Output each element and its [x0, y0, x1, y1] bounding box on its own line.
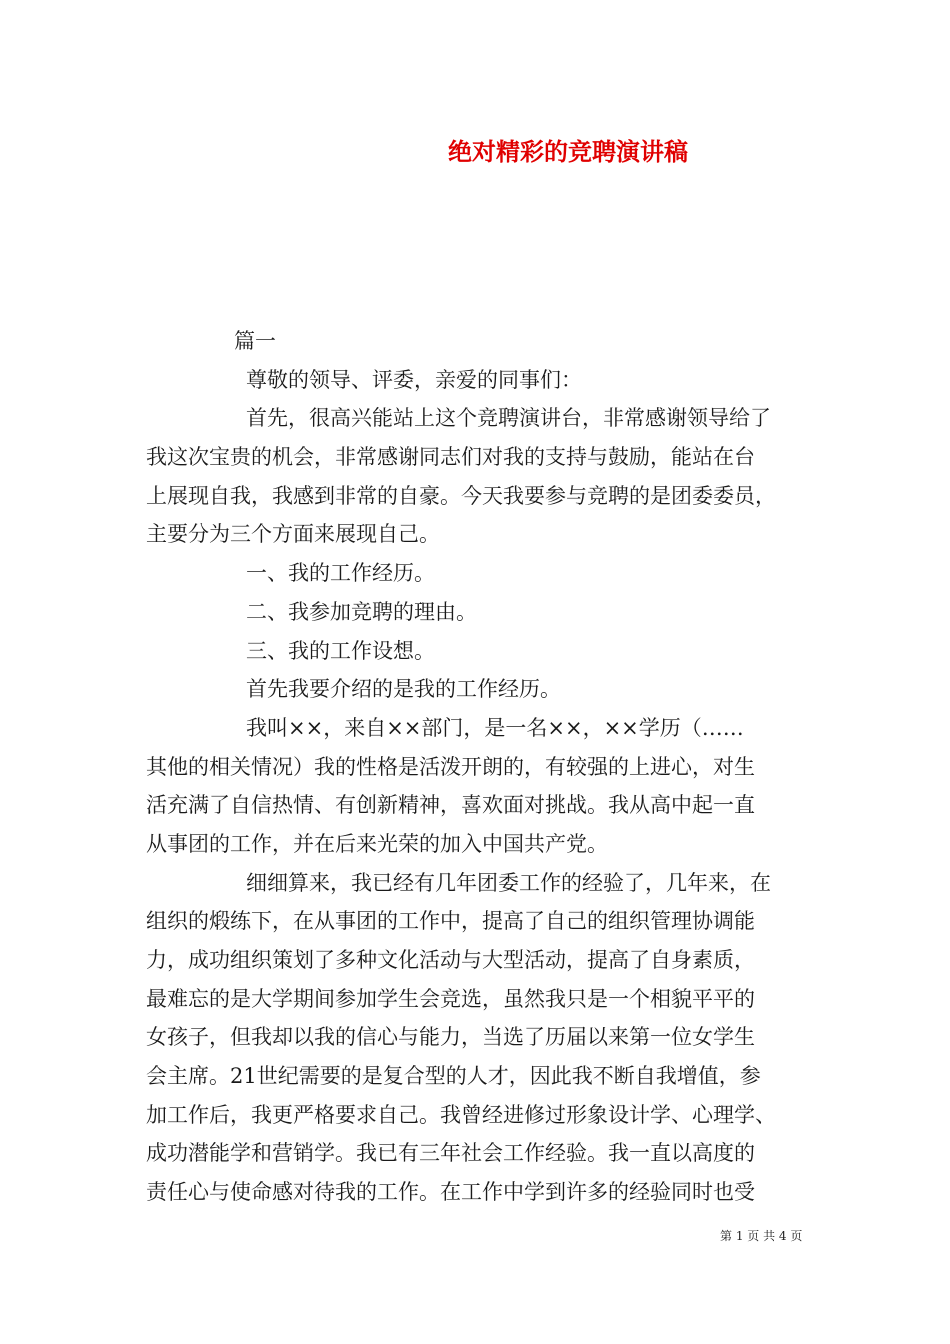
paragraph-line: 首先我要介绍的是我的工作经历。 — [246, 677, 561, 702]
paragraph-line: 力，成功组织策划了多种文化活动与大型活动，提高了自身素质， — [146, 948, 755, 972]
paragraph-line: 上展现自我，我感到非常的自豪。今天我要参与竞聘的是团委委员， — [146, 483, 776, 508]
section-label: 篇一 — [234, 329, 276, 353]
paragraph-line: 责任心与使命感对待我的工作。在工作中学到许多的经验同时也受 — [146, 1180, 755, 1205]
list-item: 一、我的工作经历。 — [246, 561, 435, 586]
paragraph — [146, 670, 808, 709]
paragraph — [146, 864, 808, 1212]
paragraph — [146, 593, 808, 632]
page-title: 绝对精彩的竞聘演讲稿 — [448, 137, 688, 166]
paragraph-line: 从事团的工作，并在后来光荣的加入中国共产党。 — [146, 831, 608, 856]
paragraph-line: 首先，很高兴能站上这个竞聘演讲台，非常感谢领导给了 — [246, 406, 771, 431]
paragraph-line: 会主席。21世纪需要的是复合型的人才，因此我不断自我增值，参 — [146, 1064, 761, 1089]
paragraph-line: 组织的煅练下，在从事团的工作中，提高了自己的组织管理协调能 — [146, 909, 755, 934]
paragraph-line: 女孩子，但我却以我的信心与能力，当选了历届以来第一位女学生 — [146, 1025, 755, 1050]
paragraph — [146, 399, 808, 554]
paragraph-line: 其他的相关情况）我的性格是活泼开朗的，有较强的上进心，对生 — [146, 754, 755, 779]
paragraph-line: 活充满了自信热情、有创新精神，喜欢面对挑战。我从高中起一直 — [146, 793, 755, 818]
paragraph — [146, 632, 808, 671]
paragraph-line: 成功潜能学和营销学。我已有三年社会工作经验。我一直以高度的 — [146, 1141, 755, 1166]
document-body — [146, 322, 808, 1212]
salutation: 尊敬的领导、评委，亲爱的同事们： — [246, 367, 582, 392]
list-item: 三、我的工作设想。 — [246, 638, 435, 663]
paragraph — [146, 709, 808, 864]
page-footer: 第 1 页 共 4 页 — [720, 1229, 803, 1243]
paragraph-line: 加工作后，我更严格要求自己。我曾经进修过形象设计学、心理学、 — [146, 1102, 776, 1127]
list-item: 二、我参加竞聘的理由。 — [246, 599, 477, 624]
paragraph — [146, 554, 808, 593]
paragraph-line: 我这次宝贵的机会，非常感谢同志们对我的支持与鼓励，能站在台 — [146, 445, 755, 470]
paragraph-line: 细细算来，我已经有几年团委工作的经验了，几年来，在 — [246, 870, 771, 895]
paragraph-line: 我叫××，来自××部门，是一名××，××学历（…… — [246, 715, 744, 740]
paragraph-line: 主要分为三个方面来展现自己。 — [146, 522, 440, 547]
paragraph-line: 最难忘的是大学期间参加学生会竞选，虽然我只是一个相貌平平的 — [146, 986, 755, 1011]
